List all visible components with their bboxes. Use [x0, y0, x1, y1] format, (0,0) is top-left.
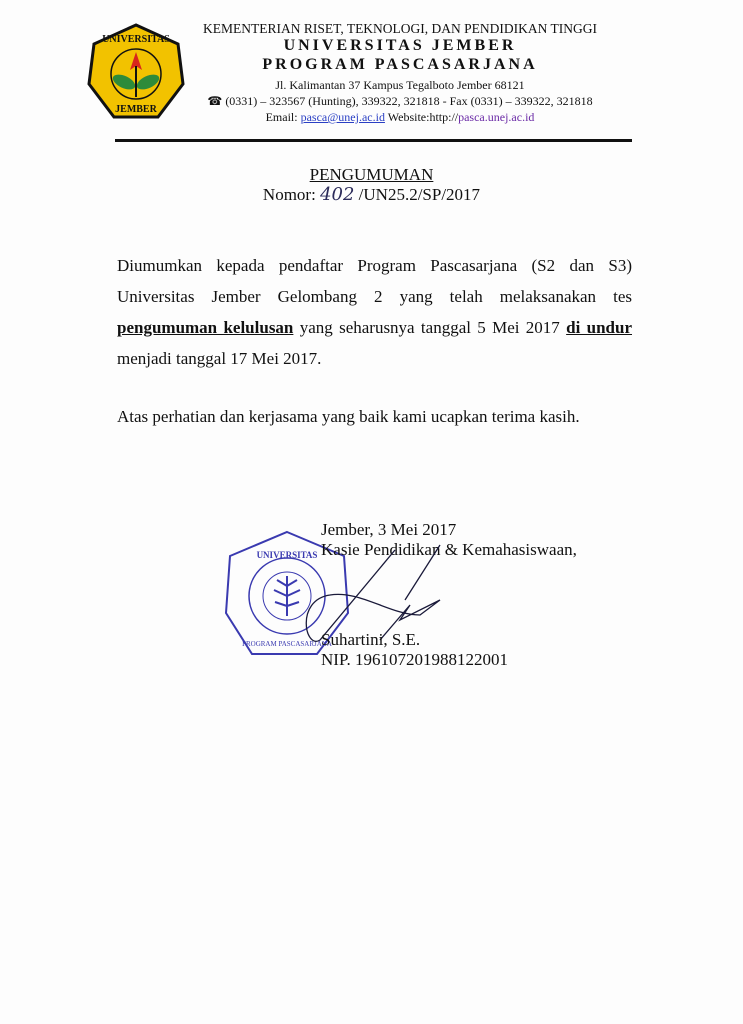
announcement-title: PENGUMUMAN: [309, 165, 434, 184]
signer-position: Kasie Pendidikan & Kemahasiswaan,: [321, 540, 577, 559]
place-date: Jember, 3 Mei 2017: [321, 520, 457, 539]
contact-line: Email: pasca@unej.ac.id Website:http://pasca.unej.ac.id: [265, 110, 535, 124]
university-logo: [86, 22, 186, 122]
svg-text:PROGRAM PASCASARJANA: PROGRAM PASCASARJANA: [242, 640, 332, 648]
closing-sentence: Atas perhatian dan kerjasama yang baik kami ucapkan terima kasih.: [117, 407, 580, 426]
announcement-number: Nomor: 402 /UN25.2/SP/2017: [262, 184, 481, 205]
address: Jl. Kalimantan 37 Kampus Tegalboto Jember 68121: [275, 78, 525, 92]
svg-text:JEMBER: JEMBER: [115, 104, 157, 115]
program-name: PROGRAM PASCASARJANA: [262, 56, 538, 73]
announcement-body: Diumumkan kepada pendaftar Program Pascasarjana (S2 dan S3) Universitas Jember Gelombang 2 yang telah melaksanakan tes pengumuman kelulusan yang seharusnya tanggal 5 Mei 2017 di undur menjadi tanggal 17 Mei 2017.: [117, 256, 632, 368]
svg-text:UNIVERSITAS: UNIVERSITAS: [102, 34, 170, 45]
signer-nip: NIP. 196107201988122001: [321, 650, 509, 669]
university-name: UNIVERSITAS JEMBER: [283, 37, 517, 54]
header-divider: [115, 139, 632, 142]
svg-text:UNIVERSITAS: UNIVERSITAS: [256, 550, 318, 560]
email-link[interactable]: pasca@unej.ac.id: [300, 110, 385, 124]
website-link[interactable]: pasca.unej.ac.id: [458, 110, 535, 124]
handwritten-number: 402: [320, 184, 355, 205]
phone-icon: ☎: [207, 94, 226, 108]
phone-line: ☎ (0331) – 323567 (Hunting), 339322, 321818 - Fax (0331) – 339322, 321818: [207, 94, 593, 108]
ministry-name: KEMENTERIAN RISET, TEKNOLOGI, DAN PENDIDIKAN TINGGI: [202, 21, 598, 36]
signer-name: Suhartini, S.E.: [321, 630, 421, 649]
